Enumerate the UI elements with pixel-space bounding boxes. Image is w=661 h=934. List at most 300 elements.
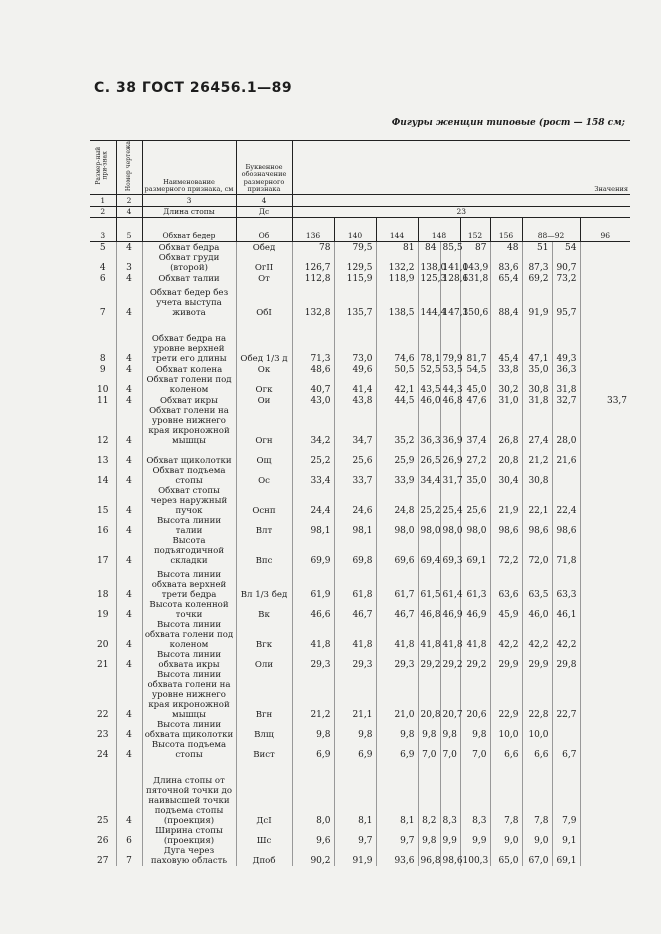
row-value: 9,6	[292, 826, 334, 846]
row-value: 81	[376, 241, 418, 253]
row-value: 22,8	[522, 670, 552, 720]
row-number: 27	[90, 846, 116, 866]
row-drawing: 4	[116, 670, 142, 720]
row-value: 25,4	[440, 486, 460, 516]
row-value: 31,0	[490, 395, 522, 406]
row-value: 61,7	[376, 566, 418, 600]
row-value: 100,3	[460, 846, 490, 866]
row-symbol: Ок	[236, 364, 292, 375]
row-value: 63,5	[522, 566, 552, 600]
row-value: 41,8	[292, 620, 334, 650]
row-value	[580, 466, 630, 486]
row-drawing: 4	[116, 446, 142, 466]
row-value	[580, 364, 630, 375]
sub-num: 3	[90, 217, 116, 241]
row-value: 91,9	[522, 284, 552, 318]
row-value: 29,3	[376, 650, 418, 670]
row-value	[580, 318, 630, 364]
row-value: 43,0	[292, 395, 334, 406]
row-value: 69,8	[334, 536, 376, 566]
row-value: 35,0	[460, 466, 490, 486]
row-name: Длина стопы от пяточной точки до наивысшей точки подъема стопы (проекция)	[142, 760, 236, 826]
row-value	[580, 760, 630, 826]
row-name: Высота линии обхвата голени на уровне нижнего края икроножной мышцы	[142, 670, 236, 720]
hip-156: 156	[490, 217, 522, 241]
sub-draw: 4	[116, 206, 142, 217]
row-symbol: Впс	[236, 536, 292, 566]
row-value: 69,6	[376, 536, 418, 566]
row-value: 6,7	[552, 740, 580, 760]
row-drawing: 4	[116, 318, 142, 364]
row-drawing: 6	[116, 826, 142, 846]
row-value: 25,2	[292, 446, 334, 466]
row-number: 25	[90, 760, 116, 826]
row-value: 65,4	[490, 273, 522, 284]
row-number: 11	[90, 395, 116, 406]
row-value: 9,8	[418, 720, 440, 740]
row-number: 22	[90, 670, 116, 720]
row-value: 20,6	[460, 670, 490, 720]
row-value: 25,6	[460, 486, 490, 516]
row-value: 48,6	[292, 364, 334, 375]
row-symbol: Обед 1/3 д	[236, 318, 292, 364]
row-value: 21,2	[292, 670, 334, 720]
table-row	[90, 284, 630, 318]
row-number: 6	[90, 273, 116, 284]
row-value: 29,8	[552, 650, 580, 670]
row-number: 7	[90, 284, 116, 318]
table-row	[90, 253, 630, 273]
row-value: 129,5	[334, 253, 376, 273]
table-row	[90, 740, 630, 760]
row-value: 46,8	[440, 395, 460, 406]
row-value	[580, 846, 630, 866]
row-value: 10,0	[522, 720, 552, 740]
row-value: 9,8	[292, 720, 334, 740]
header-col2: Номер чертежа	[124, 141, 132, 192]
row-value: 65,0	[490, 846, 522, 866]
row-value: 29,3	[292, 650, 334, 670]
row-number: 23	[90, 720, 116, 740]
table-row	[90, 375, 630, 395]
row-value: 46,0	[418, 395, 440, 406]
row-drawing: 4	[116, 536, 142, 566]
row-symbol: Вист	[236, 740, 292, 760]
row-value: 47,6	[460, 395, 490, 406]
row-value: 69,1	[460, 536, 490, 566]
row-value: 46,7	[334, 600, 376, 620]
row-value: 9,9	[440, 826, 460, 846]
row-symbol: Огк	[236, 375, 292, 395]
row-value: 74,6	[376, 318, 418, 364]
row-name: Высота подъягодичной складки	[142, 536, 236, 566]
row-value: 40,7	[292, 375, 334, 395]
row-drawing: 4	[116, 406, 142, 446]
header-col4: Буквенное обозначение размерного признака	[236, 141, 292, 195]
row-name: Высота линии обхвата икры	[142, 650, 236, 670]
row-value	[580, 670, 630, 720]
row-value: 45,9	[490, 600, 522, 620]
row-value	[580, 650, 630, 670]
row-value: 31,8	[552, 375, 580, 395]
row-value: 128,6	[440, 273, 460, 284]
colnum-4: 4	[236, 194, 292, 206]
row-name: Дуга через паховую область	[142, 846, 236, 866]
row-number: 9	[90, 364, 116, 375]
row-value: 9,8	[440, 720, 460, 740]
row-value: 78	[292, 241, 334, 253]
row-value: 143,9	[460, 253, 490, 273]
row-value: 98,0	[460, 516, 490, 536]
row-value: 63,3	[552, 566, 580, 600]
row-value	[580, 600, 630, 620]
column-number-row	[90, 194, 630, 206]
row-value: 7,0	[460, 740, 490, 760]
row-value	[580, 720, 630, 740]
row-value: 37,4	[460, 406, 490, 446]
row-name: Обхват щиколотки	[142, 446, 236, 466]
table-row	[90, 466, 630, 486]
table-row	[90, 446, 630, 466]
table-row	[90, 364, 630, 375]
row-value: 9,1	[552, 826, 580, 846]
row-drawing: 4	[116, 760, 142, 826]
row-value: 8,3	[460, 760, 490, 826]
table-row	[90, 486, 630, 516]
row-value: 21,9	[490, 486, 522, 516]
table-row	[90, 846, 630, 866]
row-value: 115,9	[334, 273, 376, 284]
hip-152: 152	[460, 217, 490, 241]
row-symbol: Шс	[236, 826, 292, 846]
hip-136: 136	[292, 217, 334, 241]
row-value: 29,2	[440, 650, 460, 670]
page-header: С. 38 ГОСТ 26456.1—89	[94, 80, 293, 96]
row-drawing: 4	[116, 486, 142, 516]
row-name: Обхват колена	[142, 364, 236, 375]
row-value: 46,0	[522, 600, 552, 620]
row-value: 29,9	[490, 650, 522, 670]
row-value: 7,8	[522, 760, 552, 826]
row-value: 21,0	[376, 670, 418, 720]
row-value: 21,2	[522, 446, 552, 466]
row-value: 81,7	[460, 318, 490, 364]
row-value: 41,8	[440, 620, 460, 650]
table-row	[90, 760, 630, 826]
sub-row-obhvat	[90, 217, 630, 241]
header-values: Значения	[292, 141, 630, 195]
sub-vals: 23	[292, 206, 630, 217]
row-value: 33,8	[490, 364, 522, 375]
row-drawing: 4	[116, 650, 142, 670]
row-value: 6,9	[334, 740, 376, 760]
row-symbol: Обед	[236, 241, 292, 253]
row-value: 26,8	[490, 406, 522, 446]
row-value: 32,7	[552, 395, 580, 406]
sub-sym: Об	[236, 217, 292, 241]
row-value: 8,0	[292, 760, 334, 826]
row-value: 47,1	[522, 318, 552, 364]
row-value: 33,4	[292, 466, 334, 486]
row-value: 36,3	[418, 406, 440, 446]
colnum-3: 3	[142, 194, 236, 206]
row-value: 79,9	[440, 318, 460, 364]
table-row	[90, 600, 630, 620]
table-row	[90, 620, 630, 650]
row-number: 24	[90, 740, 116, 760]
row-value: 69,9	[292, 536, 334, 566]
row-value: 8,2	[418, 760, 440, 826]
row-symbol: Вк	[236, 600, 292, 620]
row-value: 98,6	[522, 516, 552, 536]
row-value: 30,8	[522, 375, 552, 395]
row-value: 98,1	[334, 516, 376, 536]
row-value: 33,7	[606, 395, 628, 406]
row-value: 25,6	[334, 446, 376, 466]
colnum-5	[292, 194, 630, 206]
row-value: 31,8	[522, 395, 552, 406]
row-name: Высота коленной точки	[142, 600, 236, 620]
row-value: 30,2	[490, 375, 522, 395]
row-value: 9,0	[490, 826, 522, 846]
colnum-1: 1	[90, 194, 116, 206]
row-value: 72,0	[522, 536, 552, 566]
row-value: 51	[522, 241, 552, 253]
row-value	[580, 566, 630, 600]
row-value: 132,2	[376, 253, 418, 273]
row-number: 5	[90, 241, 116, 253]
table-row	[90, 670, 630, 720]
row-value: 34,2	[292, 406, 334, 446]
hip-88-92: 88—92	[522, 217, 580, 241]
row-value: 41,8	[376, 620, 418, 650]
row-value: 54,5	[460, 364, 490, 375]
row-value: 28,0	[552, 406, 580, 446]
row-name: Обхват бедра на уровне верхней трети его длины	[142, 318, 236, 364]
row-value: 87	[460, 241, 490, 253]
row-name: Обхват голени под коленом	[142, 375, 236, 395]
header-col1: Размер-ный при-знак	[95, 145, 109, 184]
row-value: 78,1	[418, 318, 440, 364]
row-drawing: 4	[116, 720, 142, 740]
row-value: 85,5	[440, 241, 460, 253]
measurements-table	[90, 140, 630, 866]
table-row	[90, 241, 630, 253]
row-value: 73,2	[552, 273, 580, 284]
row-name: Обхват груди (второй)	[142, 253, 236, 273]
row-value: 118,9	[376, 273, 418, 284]
row-value: 54	[552, 241, 580, 253]
row-value: 21,1	[334, 670, 376, 720]
row-name: Высота линии обхвата верхней трети бедра	[142, 566, 236, 600]
row-value: 22,7	[552, 670, 580, 720]
hip-140: 140	[334, 217, 376, 241]
row-name: Высота подъема стопы	[142, 740, 236, 760]
row-value: 9,9	[460, 826, 490, 846]
row-value: 42,2	[522, 620, 552, 650]
sub-row-rost	[90, 206, 630, 217]
row-value: 41,8	[418, 620, 440, 650]
row-value: 50,5	[376, 364, 418, 375]
row-value	[580, 284, 630, 318]
row-value: 9,8	[418, 826, 440, 846]
row-symbol: ОгII	[236, 253, 292, 273]
row-drawing: 4	[116, 395, 142, 406]
table-row	[90, 720, 630, 740]
row-value: 8,1	[376, 760, 418, 826]
row-value: 20,8	[418, 670, 440, 720]
row-value: 72,2	[490, 536, 522, 566]
row-value	[580, 486, 630, 516]
row-value: 90,2	[292, 846, 334, 866]
row-drawing: 4	[116, 284, 142, 318]
row-number: 4	[90, 253, 116, 273]
row-value: 43,8	[334, 395, 376, 406]
row-value: 29,2	[460, 650, 490, 670]
row-value: 46,8	[418, 600, 440, 620]
row-name: Обхват подъема стопы	[142, 466, 236, 486]
row-drawing: 4	[116, 364, 142, 375]
row-value: 41,8	[334, 620, 376, 650]
row-value: 69,4	[418, 536, 440, 566]
hip-144: 144	[376, 217, 418, 241]
row-value: 98,1	[292, 516, 334, 536]
row-value: 90,7	[552, 253, 580, 273]
row-value: 46,7	[376, 600, 418, 620]
row-value: 46,9	[460, 600, 490, 620]
row-symbol: Оснп	[236, 486, 292, 516]
row-value: 6,9	[376, 740, 418, 760]
row-value: 41,4	[334, 375, 376, 395]
row-value: 67,0	[522, 846, 552, 866]
row-value: 24,4	[292, 486, 334, 516]
row-value: 61,5	[418, 566, 440, 600]
sub-num: 2	[90, 206, 116, 217]
table-row	[90, 650, 630, 670]
row-drawing: 4	[116, 241, 142, 253]
row-value: 98,6	[490, 516, 522, 536]
row-symbol: Вгн	[236, 670, 292, 720]
row-symbol: Ои	[236, 395, 292, 406]
row-value: 98,6	[552, 516, 580, 536]
row-value: 29,2	[418, 650, 440, 670]
row-value: 7,0	[440, 740, 460, 760]
row-value: 26,9	[440, 446, 460, 466]
row-value: 45,0	[460, 375, 490, 395]
row-value: 95,7	[552, 284, 580, 318]
row-value: 88,4	[490, 284, 522, 318]
row-value: 41,8	[460, 620, 490, 650]
row-value: 61,4	[440, 566, 460, 600]
row-value: 33,9	[376, 466, 418, 486]
table-row	[90, 406, 630, 446]
row-value	[580, 375, 630, 395]
table-row	[90, 273, 630, 284]
row-value: 20,7	[440, 670, 460, 720]
row-name: Обхват икры	[142, 395, 236, 406]
row-number: 13	[90, 446, 116, 466]
row-value: 52,5	[418, 364, 440, 375]
sub-draw: 5	[116, 217, 142, 241]
row-value: 49,6	[334, 364, 376, 375]
row-name: Обхват бедер без учета выступа живота	[142, 284, 236, 318]
row-value: 87,3	[522, 253, 552, 273]
row-number: 12	[90, 406, 116, 446]
row-value: 138,5	[376, 284, 418, 318]
colnum-2: 2	[116, 194, 142, 206]
row-value: 69,2	[522, 273, 552, 284]
row-symbol: Влт	[236, 516, 292, 536]
row-name: Обхват талии	[142, 273, 236, 284]
row-drawing: 4	[116, 740, 142, 760]
row-value: 7,0	[418, 740, 440, 760]
row-value: 9,0	[522, 826, 552, 846]
row-value	[580, 740, 630, 760]
row-value: 6,9	[292, 740, 334, 760]
row-value	[552, 466, 580, 486]
row-value: 112,8	[292, 273, 334, 284]
row-number: 8	[90, 318, 116, 364]
row-value: 35,2	[376, 406, 418, 446]
row-value: 141,0	[440, 253, 460, 273]
row-value: 71,8	[552, 536, 580, 566]
row-value: 46,6	[292, 600, 334, 620]
row-drawing: 4	[116, 466, 142, 486]
row-value	[552, 720, 580, 740]
row-value: 126,7	[292, 253, 334, 273]
header-row	[90, 141, 630, 195]
row-number: 14	[90, 466, 116, 486]
row-name: Обхват бедра	[142, 241, 236, 253]
table-row	[90, 566, 630, 600]
row-value: 79,5	[334, 241, 376, 253]
row-value: 8,1	[334, 760, 376, 826]
row-value: 33,7	[334, 466, 376, 486]
row-drawing: 4	[116, 566, 142, 600]
row-symbol: Ощ	[236, 446, 292, 466]
table-title: Фигуры женщин типовые (рост — 158 см;	[391, 118, 625, 128]
sub-sym: Дс	[236, 206, 292, 217]
row-value: 132,8	[292, 284, 334, 318]
row-value: 30,8	[522, 466, 552, 486]
row-number: 10	[90, 375, 116, 395]
row-symbol: Огн	[236, 406, 292, 446]
row-value: 27,2	[460, 446, 490, 466]
row-value: 147,3	[440, 284, 460, 318]
row-value: 73,0	[334, 318, 376, 364]
row-number: 26	[90, 826, 116, 846]
row-value: 61,3	[460, 566, 490, 600]
row-symbol: Вл 1/3 бед	[236, 566, 292, 600]
row-value: 53,5	[440, 364, 460, 375]
row-symbol: Вгк	[236, 620, 292, 650]
row-value	[580, 620, 630, 650]
row-value: 8,3	[440, 760, 460, 826]
row-name: Обхват стопы через наружный пучок	[142, 486, 236, 516]
row-value: 144,4	[418, 284, 440, 318]
row-value: 21,6	[552, 446, 580, 466]
table-row	[90, 516, 630, 536]
row-value: 20,8	[490, 446, 522, 466]
row-value: 22,1	[522, 486, 552, 516]
row-value: 29,3	[334, 650, 376, 670]
row-name: Ширина стопы (проекция)	[142, 826, 236, 846]
row-number: 17	[90, 536, 116, 566]
row-value: 83,6	[490, 253, 522, 273]
row-drawing: 3	[116, 253, 142, 273]
row-symbol: ДсI	[236, 760, 292, 826]
row-value: 48	[490, 241, 522, 253]
